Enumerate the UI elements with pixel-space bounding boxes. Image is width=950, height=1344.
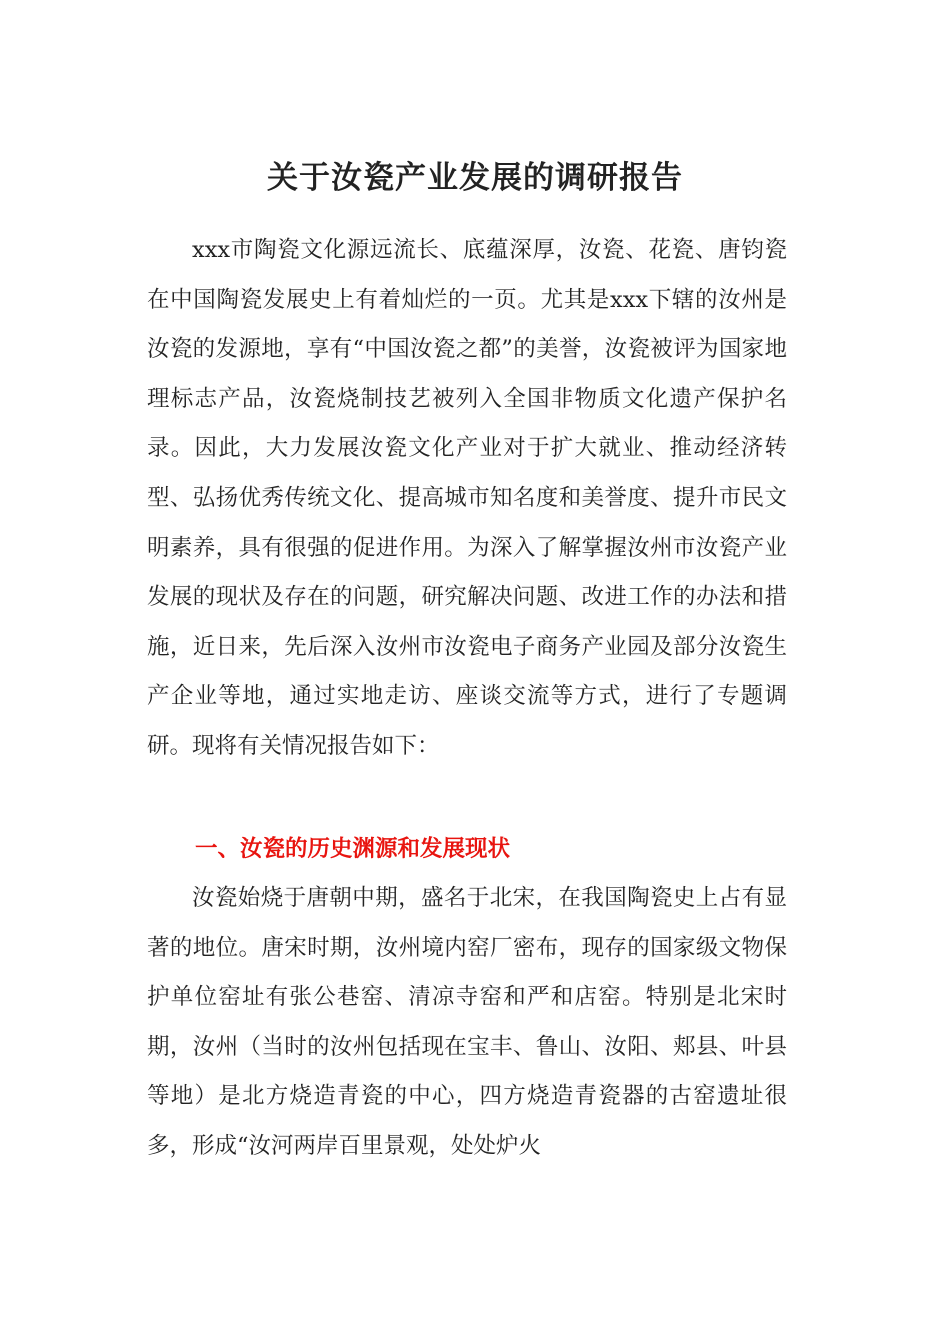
section-heading: 一、汝瓷的历史渊源和发展现状 <box>195 836 511 862</box>
intro-paragraph: xxx市陶瓷文化源远流长、底蕴深厚，汝瓷、花瓷、唐钧瓷在中国陶瓷发展史上有着灿烂的一页。尤其是xxx下辖的汝州是汝瓷的发源地，享有“中国汝瓷之都”的美誉，汝瓷被评为国家地理标志产品，汝瓷烧制技艺被列入全国非物质文化遗产保护名录。因此，大力发展汝瓷文化产业对于扩大就业、推动经济转型、弘扬优秀传统文化、提高城市知名度和美誉度、提升市民文明素养，具有很强的促进作用。为深入了解掌握汝州市汝瓷产业发展的现状及存在的问题，研究解决问题、改进工作的办法和措施，近日来，先后深入汝州市汝瓷电子商务产业园及部分汝瓷生产企业等地，通过实地走访、座谈交流等方式，进行了专题调研。现将有关情况报告如下： <box>147 237 787 759</box>
document-title: 关于汝瓷产业发展的调研报告 <box>267 160 683 196</box>
history-paragraph: 汝瓷始烧于唐朝中期，盛名于北宋，在我国陶瓷史上占有显著的地位。唐宋时期，汝州境内窑厂密布，现存的国家级文物保护单位窑址有张公巷窑、清凉寺窑和严和店窑。特别是北宋时期，汝州（当时的汝州包括现在宝丰、鲁山、汝阳、郏县、叶县等地）是北方烧造青瓷的中心，四方烧造青瓷器的古窑遗址很多，形成“汝河两岸百里景观，处处炉火 <box>147 885 787 1159</box>
